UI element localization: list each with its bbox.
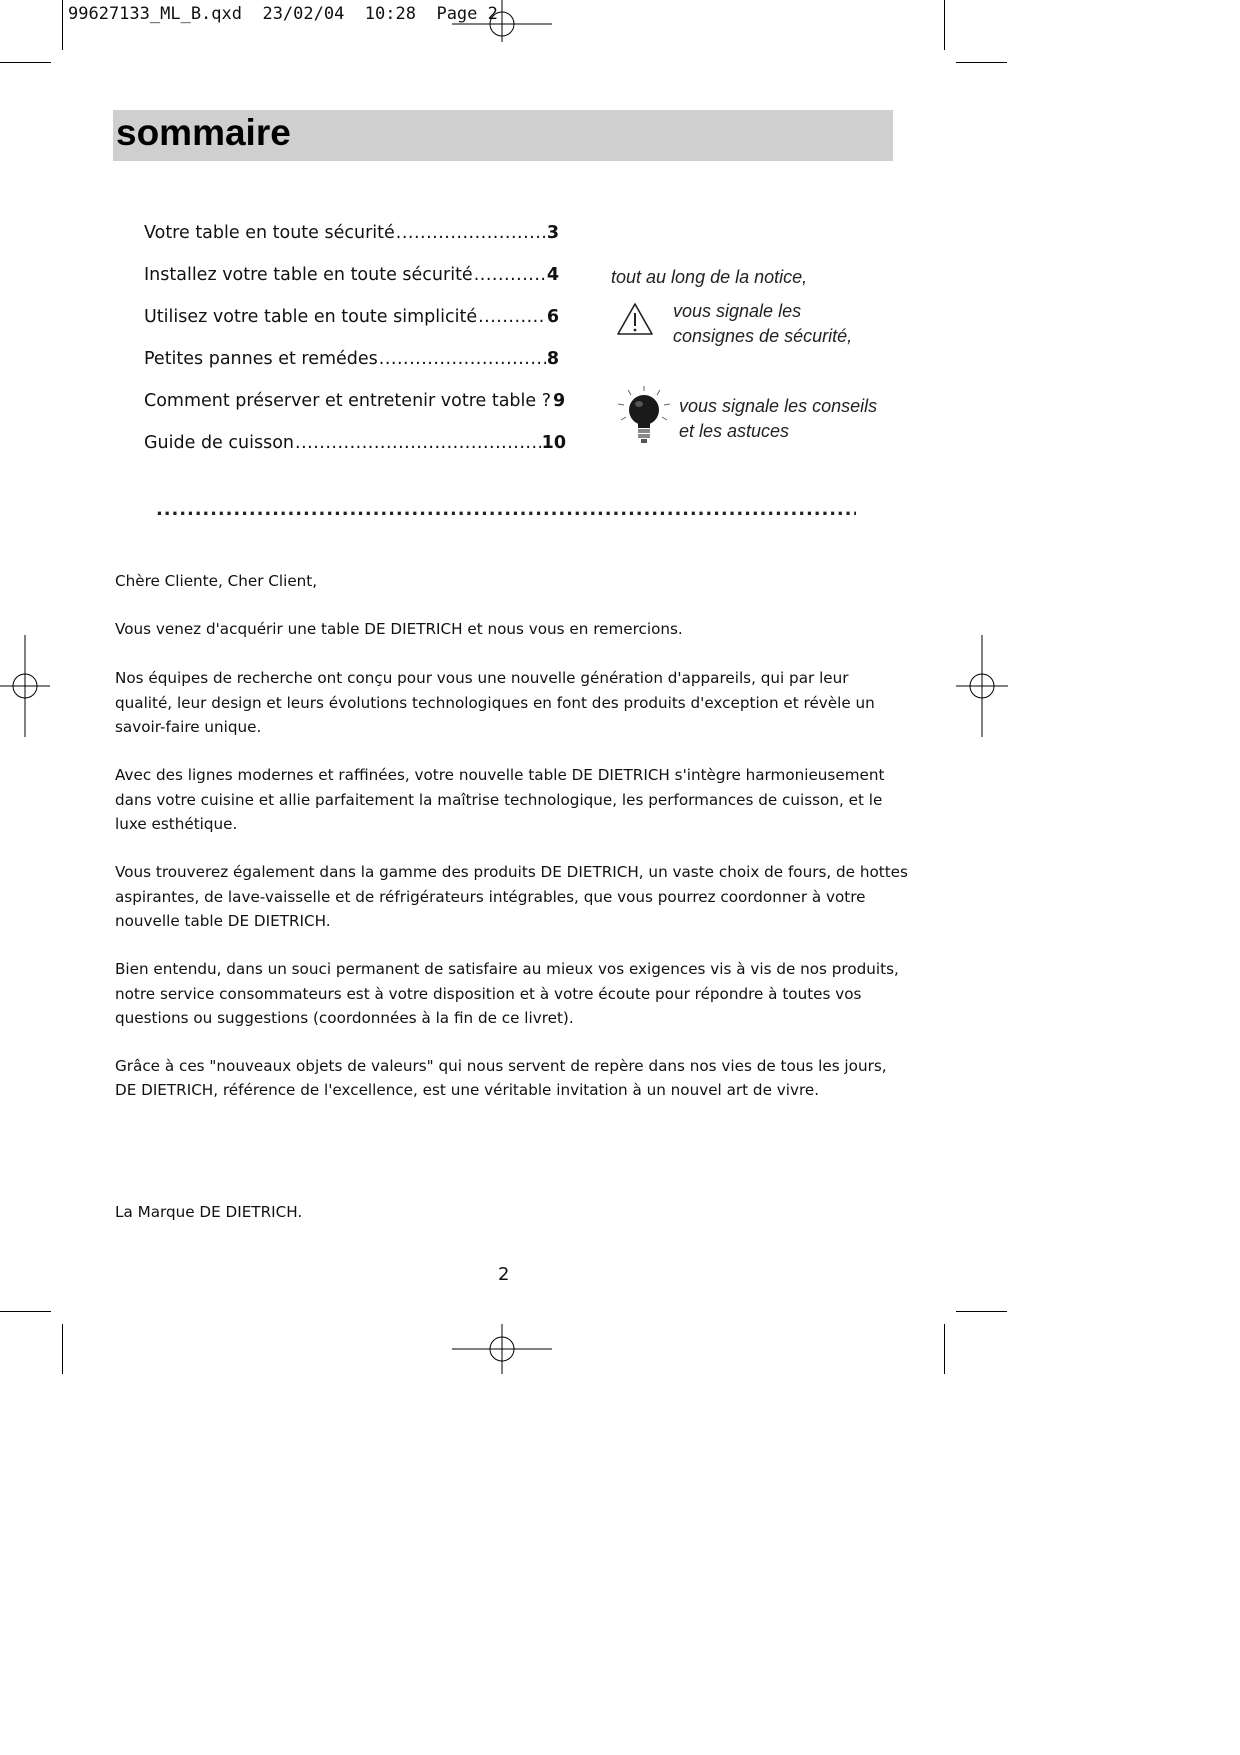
- toc-item[interactable]: [144, 307, 559, 349]
- toc-item-page: 6: [546, 307, 559, 327]
- toc-item[interactable]: [144, 223, 559, 265]
- crop-mark-top-left-v: [62, 0, 63, 50]
- lightbulb-icon: [616, 384, 672, 450]
- legend-safety-line2: consignes de sécurité,: [673, 326, 853, 346]
- letter-signature: La Marque DE DIETRICH.: [115, 1203, 303, 1221]
- letter-paragraph-line: Grâce à ces "nouveaux objets de valeurs" qui nous servent de repère dans nos vies de tous les jours,: [115, 1057, 887, 1075]
- toc-item-page: 3: [546, 223, 559, 243]
- toc-leader-dots: [379, 349, 546, 369]
- toc-item[interactable]: [144, 433, 566, 475]
- crop-mark-bottom-right-v: [944, 1324, 945, 1374]
- registration-mark-right: [956, 635, 1008, 737]
- letter-paragraph-line: DE DIETRICH, référence de l'excellence, est une véritable invitation à un nouvel art de vivre.: [115, 1081, 820, 1099]
- letter-paragraph: Vous trouverez également dans la gamme des produits DE DIETRICH, un vaste choix de fours, de hottes aspirantes, de lave-vaisselle et de réfrigérateurs intégrables, que vous pourrez coordonner à votre nouvelle table DE DIETRICH.: [115, 863, 908, 930]
- legend-intro: tout au long de la notice,: [611, 267, 808, 287]
- toc-item-label: Comment préserver et entretenir votre table ?: [144, 391, 552, 411]
- registration-mark-left: [0, 635, 50, 737]
- toc-leader-dots: [396, 223, 546, 243]
- toc-item-label: Utilisez votre table en toute simplicité: [144, 307, 478, 327]
- toc-item-page: 9: [553, 391, 566, 411]
- toc-item-page: 10: [541, 433, 566, 453]
- registration-mark-bottom: [452, 1324, 552, 1374]
- toc-item[interactable]: [144, 349, 559, 391]
- toc-item-page: 4: [546, 265, 559, 285]
- letter-greeting: Chère Cliente, Cher Client,: [115, 572, 318, 590]
- toc-leader-dots: [478, 307, 546, 327]
- letter-paragraph: Avec des lignes modernes et raffinées, votre nouvelle table DE DIETRICH s'intègre harmonieusement dans votre cuisine et allie parfaitement la maîtrise technologique, les performances de cuisson, et le luxe esthétique.: [115, 766, 885, 833]
- letter-paragraph: Bien entendu, dans un souci permanent de satisfaire au mieux vos exigences vis à vis de nos produits, notre service consommateurs est à votre disposition et à votre écoute pour répondre à toutes vos questions ou suggestions (coordonnées à la fin de ce livret).: [115, 960, 899, 1027]
- legend-tips-line1: vous signale les conseils: [679, 396, 878, 416]
- legend-tips-line2: et les astuces: [679, 421, 790, 441]
- toc-item-label: Installez votre table en toute sécurité: [144, 265, 473, 285]
- letter-paragraph: Vous venez d'acquérir une table DE DIETRICH et nous vous en remercions.: [115, 620, 683, 638]
- crop-mark-top-left-h: [0, 62, 51, 63]
- warning-triangle-icon: [616, 302, 654, 336]
- table-of-contents: [144, 223, 574, 475]
- crop-mark-bottom-left-v: [62, 1324, 63, 1374]
- registration-mark-top: [452, 0, 552, 42]
- dotted-separator: [156, 506, 856, 518]
- crop-mark-top-right-v: [944, 0, 945, 50]
- toc-item[interactable]: [144, 265, 559, 307]
- crop-mark-bottom-left-h: [0, 1311, 51, 1312]
- legend-safety-line1: vous signale les: [673, 301, 802, 321]
- toc-item-page: 8: [546, 349, 559, 369]
- toc-leader-dots: [474, 265, 546, 285]
- crop-mark-top-right-h: [956, 62, 1007, 63]
- toc-item-label: Votre table en toute sécurité: [144, 223, 395, 243]
- title-bar: [113, 110, 893, 161]
- toc-item-label: Petites pannes et remédes: [144, 349, 378, 369]
- print-slug: 99627133_ML_B.qxd 23/02/04 10:28 Page 2: [68, 4, 498, 24]
- toc-item-label: Guide de cuisson: [144, 433, 294, 453]
- letter-paragraph: Nos équipes de recherche ont conçu pour vous une nouvelle génération d'appareils, qui par leur qualité, leur design et leurs évolutions technologiques en font des produits d'exception et révèle un savoir-faire unique.: [115, 669, 875, 736]
- page-title: sommaire: [116, 112, 291, 153]
- crop-mark-bottom-right-h: [956, 1311, 1007, 1312]
- toc-item[interactable]: [144, 391, 566, 433]
- toc-leader-dots: [295, 433, 541, 453]
- page-number: 2: [498, 1264, 510, 1285]
